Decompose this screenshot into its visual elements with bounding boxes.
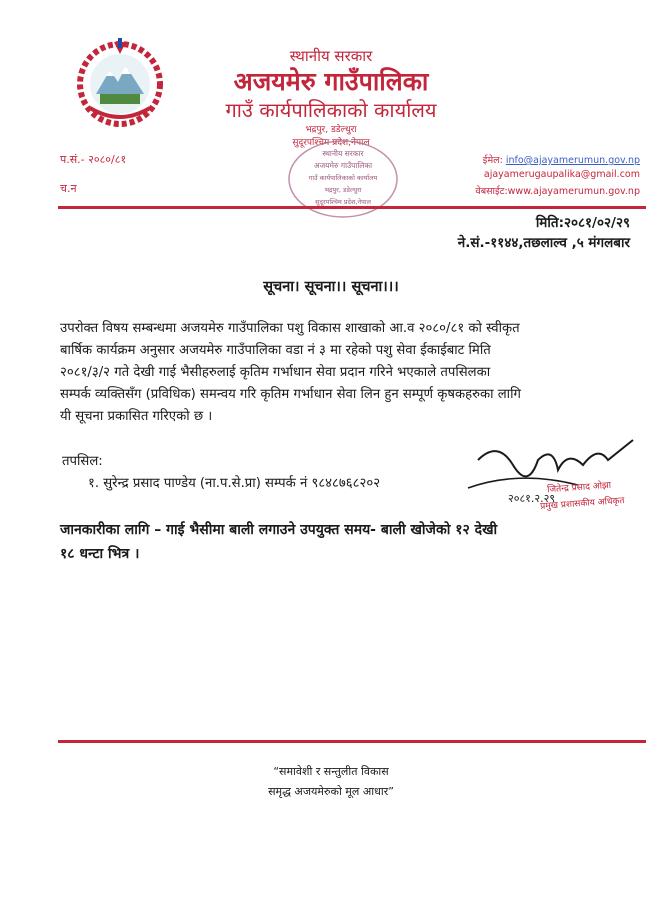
notice-body — [60, 318, 618, 428]
date-nepal-sambat: ने.सं.-११४४,तछलाल्व ,५ मंगलबार — [457, 235, 630, 251]
footer-quote-2: समृद्ध अजयमेरुको मूल आधार” — [268, 785, 394, 798]
header-local-government: स्थानीय सरकार — [289, 47, 373, 65]
email-link[interactable]: info@ajayamerumun.gov.np — [505, 155, 640, 166]
tapsil-label: तपसिल: — [62, 454, 103, 469]
challan-number: च.न — [60, 182, 77, 195]
stamp-text-3: गाउँ कार्यपालिकाको कार्यालय — [308, 174, 378, 182]
footer-divider — [58, 740, 646, 743]
signer-designation: प्रमुख प्रशासकीय अधिकृत — [539, 496, 625, 512]
header-address-2: सुदूरपश्चिम प्रदेश,नेपाल — [292, 138, 370, 148]
header-municipality-name: अजयमेरु गाउँपालिका — [233, 67, 429, 96]
header-address-1: भद्रपुर, डडेल्धुरा — [305, 125, 357, 135]
stamp-text-4: भद्रपुर, डडेल्धुरा — [324, 186, 362, 194]
notice-body-line: यी सूचना प्रकासित गरिएको छ । — [60, 409, 213, 424]
notice-body-line: २०८१/३/२ गते देखी गाई भैसीहरुलाई कृतिम गर्भाधान सेवा प्रदान गरिने भएकाले तपसिलका — [60, 365, 491, 380]
header-office-name: गाउँ कार्यपालिकाको कार्यालय — [225, 98, 437, 122]
email-line — [410, 153, 640, 166]
info-line-1: जानकारीका लागि – गाई भैसीमा बाली लगाउने उपयुक्त समय- बाली खोजेको १२ देखी — [60, 522, 498, 538]
date-bs: मिति:२०८१/०२/२९ — [535, 215, 630, 231]
contact-person-item: १. सुरेन्द्र प्रसाद पाण्डेय (ना.प.से.प्रा) सम्पर्क नं ९८४८७६८२०२ — [88, 476, 381, 491]
email-label: ईमेल: — [482, 155, 503, 166]
reference-number: प.सं.- २०८०/८१ — [60, 153, 127, 166]
stamp-text-1: स्थानीय सरकार — [322, 149, 364, 158]
notice-title: सूचना। सूचना।। सूचना।।। — [263, 279, 399, 295]
signer-name: जितेन्द्र प्रसाद ओझा — [546, 480, 612, 496]
header-divider — [58, 206, 646, 209]
website-address: वेबसाईट:www.ajayamerumun.gov.np — [475, 186, 640, 197]
stamp-text-5: सुदूरपश्चिम प्रदेश,नेपाल — [315, 198, 371, 206]
footer-quote-1: “समावेशी र सन्तुलीत विकास — [273, 765, 389, 778]
notice-body-line: बार्षिक कार्यक्रम अनुसार अजयमेरु गाउँपालिका वडा नं ३ मा रहेको पशु सेवा ईकाईबाट मिति — [60, 343, 491, 358]
info-line-2: १८ धन्टा भित्र । — [60, 546, 140, 562]
signature-date: २०८१.२.२९ — [508, 492, 556, 505]
notice-body-line: उपरोक्त विषय सम्बन्धमा अजयमेरु गाउँपालिका पशु विकास शाखाको आ.व २०८०/८१ को स्वीकृत — [60, 321, 520, 336]
gmail-address: ajayamerugaupalika@gmail.com — [483, 169, 640, 180]
notice-body-line: सम्पर्क व्यक्तिसँग (प्रविधिक) समन्वय गरि कृतिम गर्भाधान सेवा लिन हुन सम्पूर्ण कृषकहरुका लागि — [60, 387, 521, 402]
stamp-text-2: अजयमेरु गाउँपालिका — [313, 161, 373, 170]
